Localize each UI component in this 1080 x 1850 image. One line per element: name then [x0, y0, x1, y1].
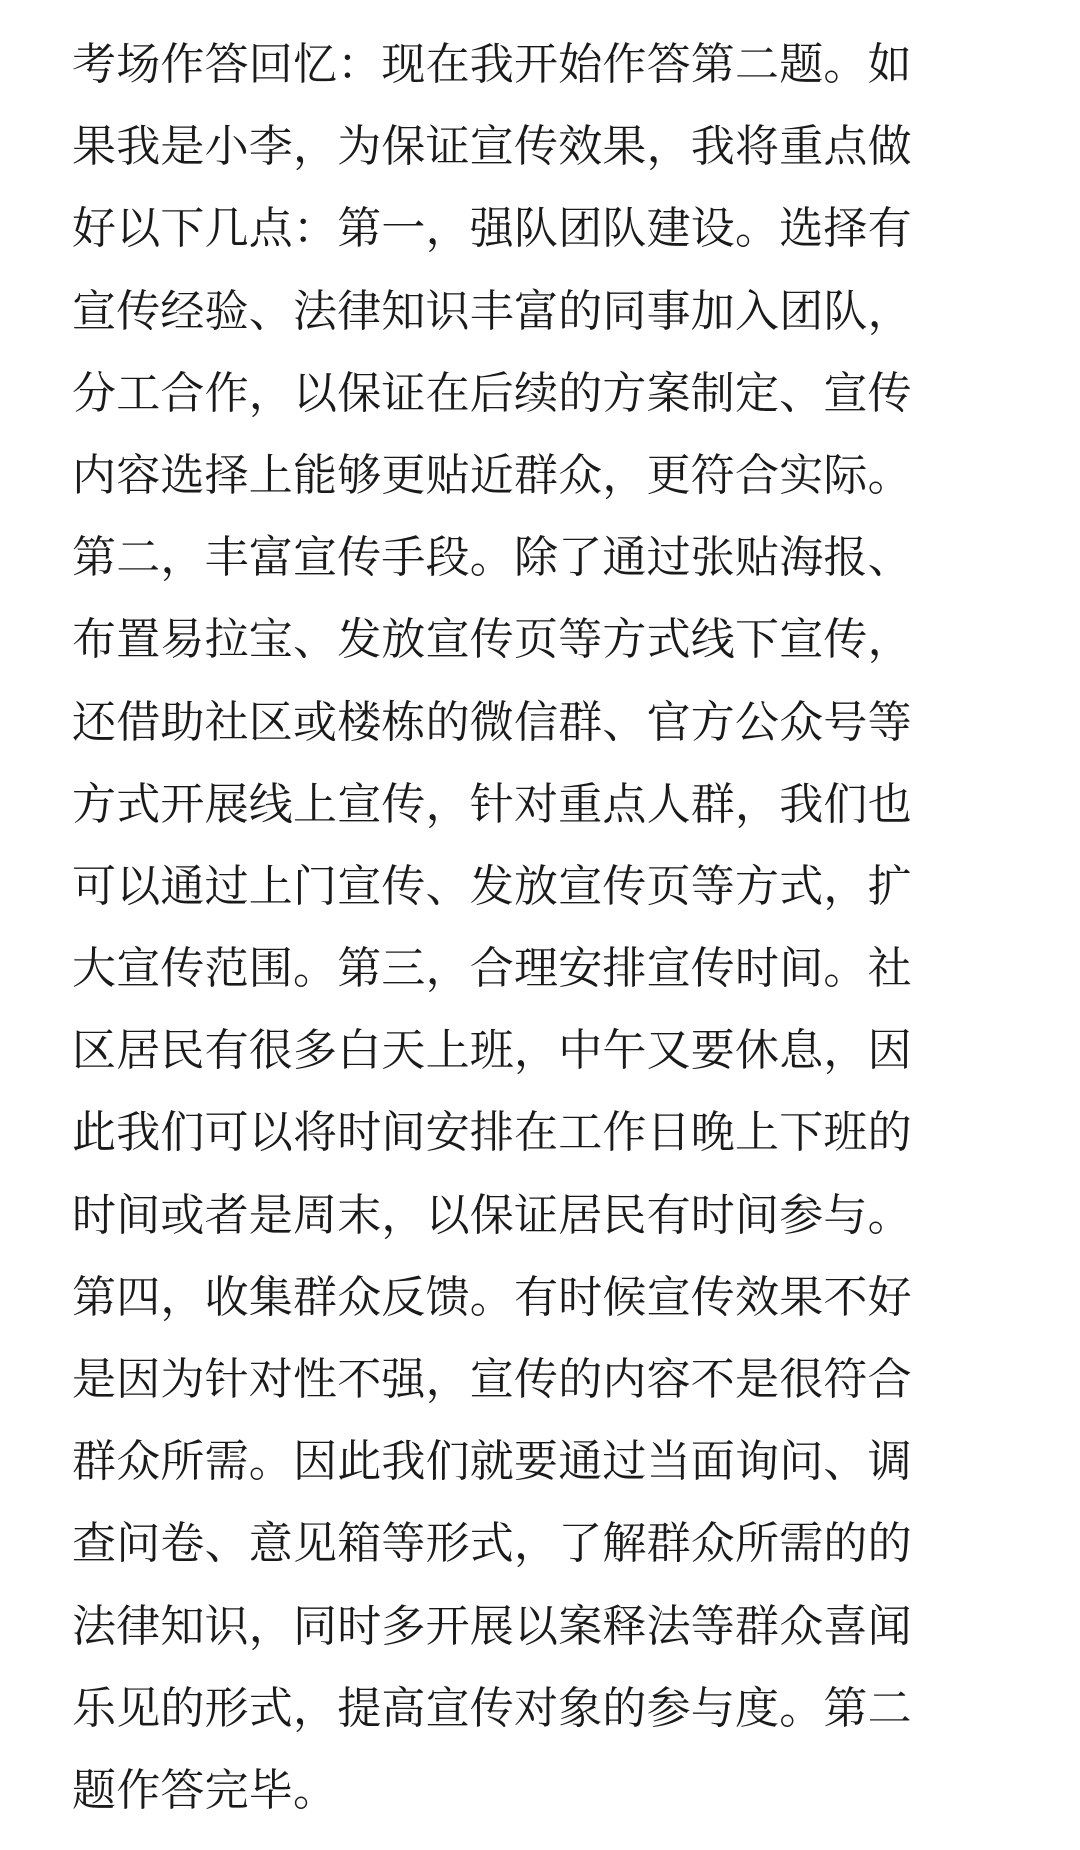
text-line: 题作答完毕。 [72, 1764, 338, 1816]
text-line: 第四，收集群众反馈。有时候宣传效果不好 [72, 1271, 912, 1323]
text-line: 还借助社区或楼栋的微信群、官方公众号等 [72, 696, 912, 748]
text-line: 内容选择上能够更贴近群众，更符合实际。 [72, 449, 912, 501]
text-line: 布置易拉宝、发放宣传页等方式线下宣传， [72, 614, 912, 666]
text-line: 方式开展线上宣传，针对重点人群，我们也 [72, 778, 912, 830]
text-line: 分工合作，以保证在后续的方案制定、宣传 [72, 367, 912, 419]
text-line: 大宣传范围。第三，合理安排宣传时间。社 [72, 943, 912, 995]
text-line: 是因为针对性不强，宣传的内容不是很符合 [72, 1354, 912, 1405]
text-line: 此我们可以将时间安排在工作日晚上下班的 [72, 1107, 912, 1159]
text-line: 宣传经验、法律知识丰富的同事加入团队， [72, 285, 912, 337]
text-line: 第二，丰富宣传手段。除了通过张贴海报、 [72, 532, 912, 584]
text-line: 果我是小李，为保证宣传效果，我将重点做 [72, 121, 912, 173]
text-line: 可以通过上门宣传、发放宣传页等方式，扩 [72, 860, 912, 912]
text-line: 考场作答回忆：现在我开始作答第二题。如 [72, 39, 912, 90]
answer-text-block [72, 24, 1008, 1832]
text-line: 好以下几点：第一，强队团队建设。选择有 [72, 203, 912, 255]
text-line: 查问卷、意见箱等形式，了解群众所需的的 [72, 1518, 912, 1570]
text-line: 时间或者是周末，以保证居民有时间参与。 [72, 1189, 912, 1241]
text-line: 区居民有很多白天上班，中午又要休息，因 [72, 1025, 912, 1077]
text-line: 乐见的形式，提高宣传对象的参与度。第二 [72, 1682, 912, 1734]
text-line: 群众所需。因此我们就要通过当面询问、调 [72, 1436, 912, 1488]
text-line: 法律知识，同时多开展以案释法等群众喜闻 [72, 1600, 912, 1652]
